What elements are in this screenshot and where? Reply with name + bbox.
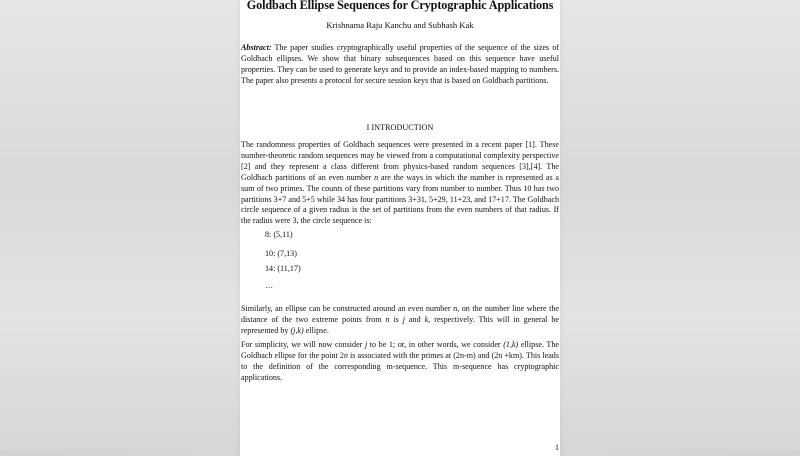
intro-text-2: are the ways in which the number is represented as a sum of two primes. The counts of these partitions vary from number to number. Thus 10 has two partitions 3+7 and 5+5 while 34 has four partitions 3+31, 5+29, 11+23, and 17+17. The Goldbach circle sequence of a given radius is the set of partitions from the even numbers of that radius. If the radius were 3, the circle sequence is: <box>241 172 559 226</box>
simplicity-text-a: For simplicity, we will now consider <box>241 340 365 349</box>
simplicity-paragraph <box>241 340 559 384</box>
ellipse-italic-n: n <box>385 314 390 324</box>
blurred-background-left <box>0 0 240 450</box>
intro-text-1: The randomness properties of Goldbach sequences were presented in a recent paper [1]. These number-theoretic random sequences may be viewed from a computational complexity perspective [2] and they represent a class different from physics-based random sequences [3],[4]. The Goldbach partitions of an even number <box>241 140 559 182</box>
ellipse-text-c: is <box>389 314 403 324</box>
sequence-item: 8: (5,11) <box>265 230 293 239</box>
abstract-label: Abstract: <box>241 43 272 52</box>
simplicity-text-g: is associated with the primes at (2n-m) and (2n +km). This leads to the definition of the corresponding m-sequence. This m-sequence has cryptographic applications. <box>241 350 559 382</box>
paper-authors: Krishnama Raju Kanchu and Subhash Kak <box>326 20 474 30</box>
ellipse-italic-k: k <box>424 314 429 324</box>
ellipse-italic-j: j <box>402 314 406 324</box>
ellipse-text-g: , respectively. This will in general be represented by <box>241 314 559 335</box>
ellipse-text-i: ellipse. <box>303 325 329 335</box>
ellipse-italic-jk: (j,k) <box>290 325 304 335</box>
simplicity-italic-j: j <box>364 340 368 349</box>
simplicity-text-c: to be 1; or, in other words, we consider <box>367 340 504 349</box>
section-heading: I INTRODUCTION <box>366 123 434 132</box>
abstract-text: The paper studies cryptographically useful properties of the sequence of the sizes of Goldbach ellipses. We show that binary subsequences based on this sequence have useful properties. They can be used to generate keys and to provide an index-based mapping to numbers. The paper also presents a protocol for secure session keys that is based on Goldbach partitions. <box>241 43 559 85</box>
simplicity-text-e: ellipse. The Goldbach ellipse for the point 2 <box>241 340 559 360</box>
intro-paragraph <box>241 140 559 227</box>
ellipse-text-a: Similarly, an ellipse can be constructed around an even number n, on the number line where the distance of the two extreme points from <box>241 304 559 324</box>
intro-italic-n: n <box>374 172 379 182</box>
sequence-ellipsis: … <box>265 281 274 290</box>
blurred-background-right <box>560 0 800 450</box>
paper-page <box>240 0 560 456</box>
ellipse-text-e: and <box>405 314 425 324</box>
page-number: 1 <box>555 443 559 452</box>
paper-title: Goldbach Ellipse Sequences for Cryptographic Applications <box>246 0 554 12</box>
sequence-item: 10: (7,13) <box>265 249 297 258</box>
simplicity-italic-n: n <box>343 350 348 360</box>
sequence-item: 14: (11,17) <box>265 264 301 273</box>
ellipse-paragraph <box>241 304 559 337</box>
abstract <box>241 43 559 87</box>
simplicity-italic-1k: (1,k) <box>503 340 519 349</box>
